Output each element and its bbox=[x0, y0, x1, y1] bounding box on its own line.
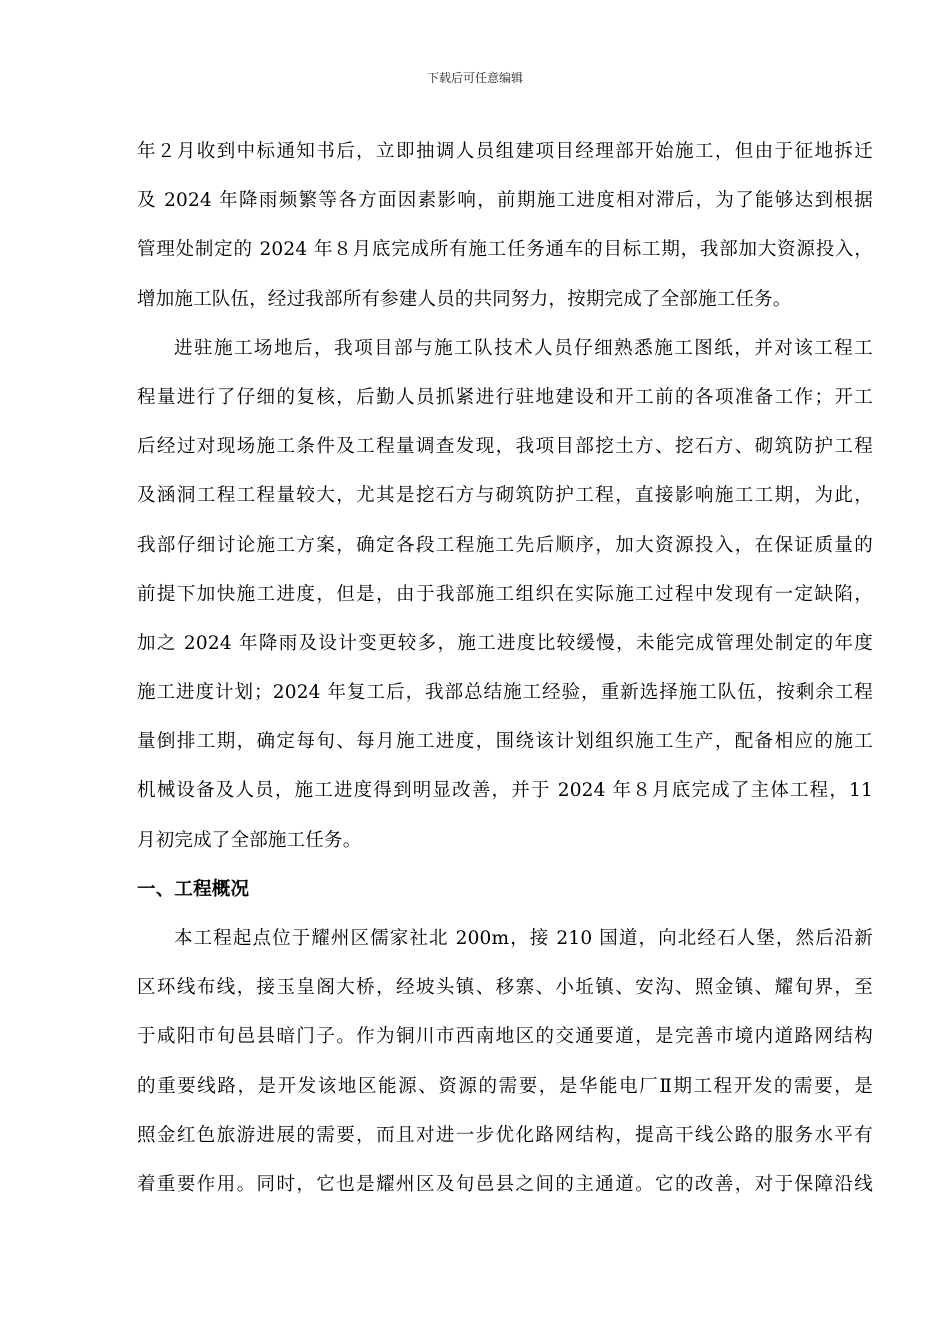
section-heading: 一、工程概况 bbox=[137, 878, 250, 900]
text-line: 的重要线路，是开发该地区能源、资源的需要，是华能电厂Ⅱ期工程开发的需要，是 bbox=[137, 1075, 873, 1097]
text-line: 程量进行了仔细的复核，后勤人员抓紧进行驻地建设和开工前的各项准备工作；开工 bbox=[137, 386, 873, 408]
text-line: 管理处制定的 2024 年８月底完成所有施工任务通车的目标工期，我部加大资源投入， bbox=[137, 239, 873, 261]
text-line: 前提下加快施工进度，但是，由于我部施工组织在实际施工过程中发现有一定缺陷， bbox=[137, 583, 873, 605]
text-line: 及 2024 年降雨频繁等各方面因素影响，前期施工进度相对滞后，为了能够达到根据 bbox=[137, 190, 873, 212]
document-body bbox=[137, 127, 873, 1209]
text-line: 我部仔细讨论施工方案，确定各段工程施工先后顺序，加大资源投入，在保证质量的 bbox=[137, 534, 873, 556]
text-line: 机械设备及人员，施工进度得到明显改善，并于 2024 年８月底完成了主体工程，11 bbox=[137, 780, 873, 802]
text-line: 照金红色旅游进展的需要，而且对进一步优化路网结构，提高干线公路的服务水平有 bbox=[137, 1124, 873, 1146]
text-line: 年２月收到中标通知书后，立即抽调人员组建项目经理部开始施工，但由于征地拆迁 bbox=[137, 141, 873, 162]
text-line: 月初完成了全部施工任务。 bbox=[137, 829, 362, 851]
text-line: 本工程起点位于耀州区儒家社北 200m，接 210 国道，向北经石人堡，然后沿新 bbox=[174, 928, 873, 949]
text-line: 加之 2024 年降雨及设计变更较多，施工进度比较缓慢，未能完成管理处制定的年度 bbox=[137, 632, 873, 654]
text-line: 后经过对现场施工条件及工程量调查发现，我项目部挖土方、挖石方、砌筑防护工程 bbox=[137, 436, 873, 458]
text-line: 着重要作用。同时，它也是耀州区及旬邑县之间的主通道。它的改善，对于保障沿线 bbox=[137, 1173, 873, 1195]
text-line: 量倒排工期，确定每旬、每月施工进度，围绕该计划组织施工生产，配备相应的施工 bbox=[137, 731, 873, 753]
text-line: 增加施工队伍，经过我部所有参建人员的共同努力，按期完成了全部施工任务。 bbox=[137, 288, 792, 310]
text-line: 区环线布线，接玉皇阁大桥，经坡头镇、移寨、小坵镇、安沟、照金镇、耀旬界，至 bbox=[137, 977, 873, 999]
text-line: 于咸阳市旬邑县暗门子。作为铜川市西南地区的交通要道，是完善市境内道路网结构 bbox=[137, 1026, 873, 1048]
text-line: 施工进度计划；2024 年复工后，我部总结施工经验，重新选择施工队伍，按剩余工程 bbox=[137, 682, 873, 704]
page-header: 下载后可任意编辑 bbox=[426, 71, 523, 85]
text-line: 进驻施工场地后，我项目部与施工队技术人员仔细熟悉施工图纸，并对该工程工 bbox=[174, 337, 873, 359]
text-line: 及涵洞工程工程量较大，尤其是挖石方与砌筑防护工程，直接影响施工工期，为此， bbox=[137, 485, 873, 507]
